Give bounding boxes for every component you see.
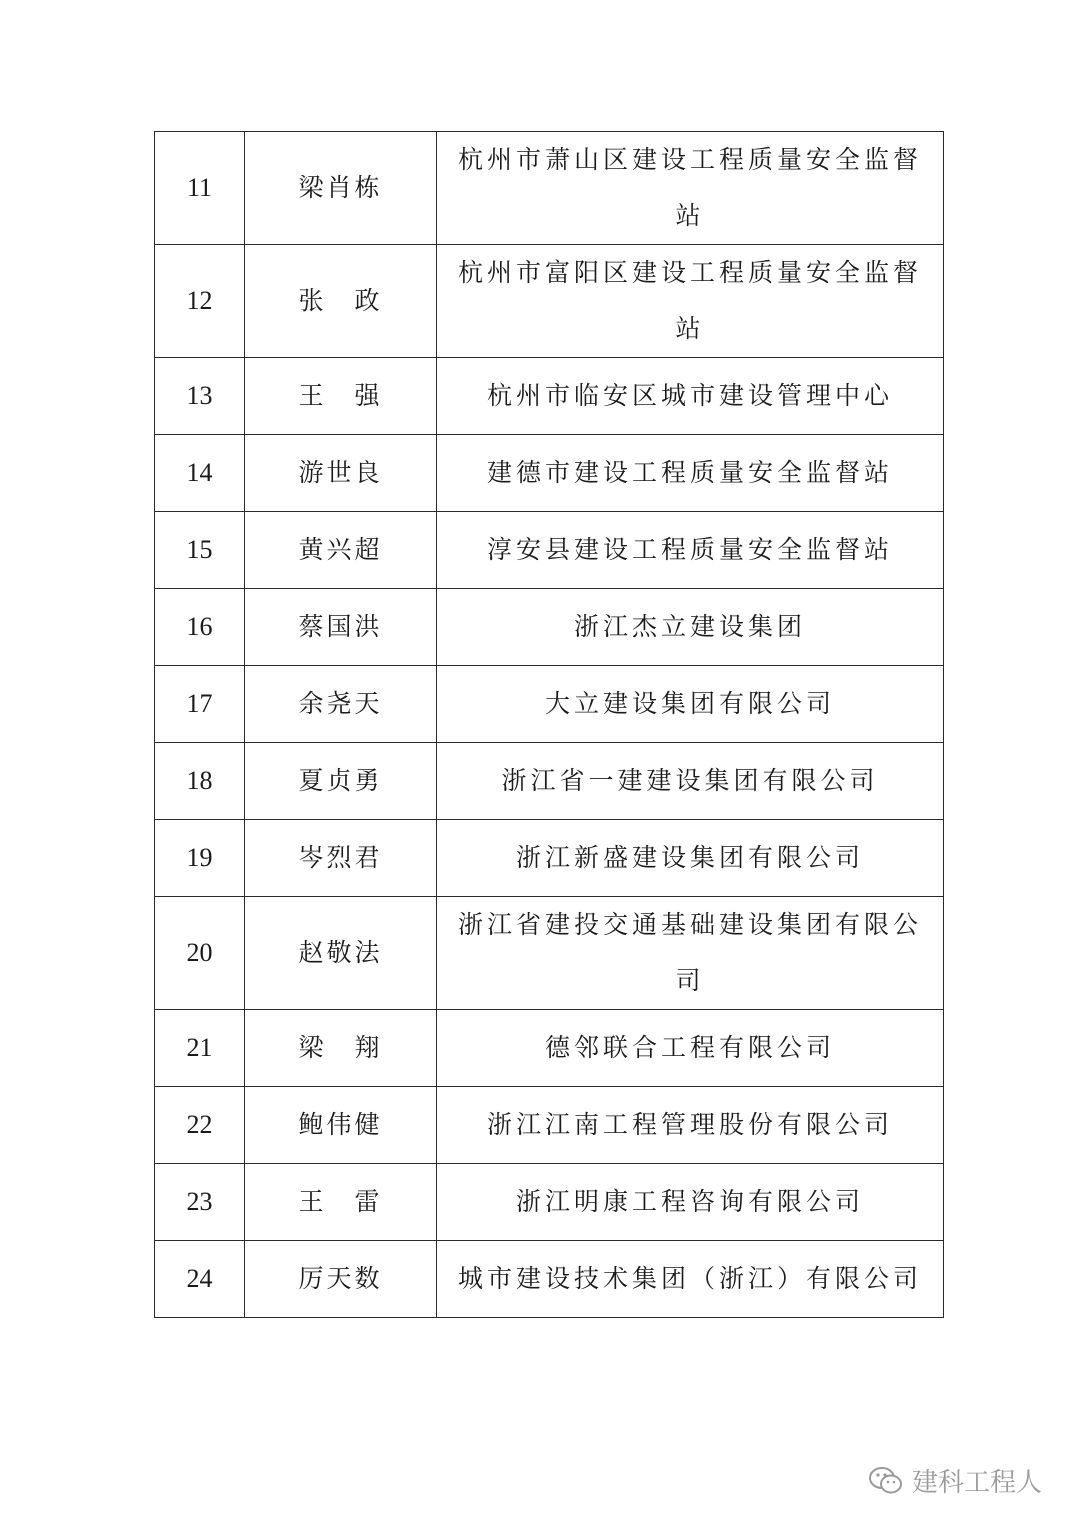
work-unit: 杭州市富阳区建设工程质量安全监督站 xyxy=(437,245,944,358)
table-row xyxy=(155,245,944,358)
row-number: 21 xyxy=(155,1010,245,1087)
work-unit: 建德市建设工程质量安全监督站 xyxy=(437,435,944,512)
work-unit: 大立建设集团有限公司 xyxy=(437,666,944,743)
table-row xyxy=(155,1241,944,1318)
work-unit: 德邻联合工程有限公司 xyxy=(437,1010,944,1087)
person-name: 王 强 xyxy=(245,358,437,435)
person-name: 王 雷 xyxy=(245,1164,437,1241)
row-number: 14 xyxy=(155,435,245,512)
work-unit: 浙江省建投交通基础建设集团有限公司 xyxy=(437,897,944,1010)
table-row xyxy=(155,820,944,897)
row-number: 23 xyxy=(155,1164,245,1241)
work-unit: 淳安县建设工程质量安全监督站 xyxy=(437,512,944,589)
person-name: 夏贞勇 xyxy=(245,743,437,820)
table-row xyxy=(155,358,944,435)
work-unit: 浙江省一建建设集团有限公司 xyxy=(437,743,944,820)
table-row xyxy=(155,435,944,512)
person-name: 黄兴超 xyxy=(245,512,437,589)
person-name: 岑烈君 xyxy=(245,820,437,897)
work-unit: 浙江江南工程管理股份有限公司 xyxy=(437,1087,944,1164)
work-unit: 杭州市临安区城市建设管理中心 xyxy=(437,358,944,435)
table-row xyxy=(155,1164,944,1241)
row-number: 22 xyxy=(155,1087,245,1164)
person-name: 鲍伟健 xyxy=(245,1087,437,1164)
person-name: 余尧天 xyxy=(245,666,437,743)
roster-table xyxy=(154,131,944,1318)
work-unit: 杭州市萧山区建设工程质量安全监督站 xyxy=(437,132,944,245)
work-unit: 城市建设技术集团（浙江）有限公司 xyxy=(437,1241,944,1318)
table-row xyxy=(155,897,944,1010)
work-unit: 浙江新盛建设集团有限公司 xyxy=(437,820,944,897)
row-number: 24 xyxy=(155,1241,245,1318)
row-number: 19 xyxy=(155,820,245,897)
row-number: 16 xyxy=(155,589,245,666)
row-number: 12 xyxy=(155,245,245,358)
table-row xyxy=(155,132,944,245)
roster-table-body xyxy=(155,132,944,1318)
row-number: 15 xyxy=(155,512,245,589)
table-row xyxy=(155,1087,944,1164)
person-name: 赵敬法 xyxy=(245,897,437,1010)
work-unit: 浙江杰立建设集团 xyxy=(437,589,944,666)
wechat-icon xyxy=(868,1466,904,1496)
person-name: 梁 翔 xyxy=(245,1010,437,1087)
row-number: 20 xyxy=(155,897,245,1010)
person-name: 厉天数 xyxy=(245,1241,437,1318)
row-number: 17 xyxy=(155,666,245,743)
row-number: 11 xyxy=(155,132,245,245)
table-row xyxy=(155,743,944,820)
person-name: 张 政 xyxy=(245,245,437,358)
watermark-text: 建科工程人 xyxy=(912,1468,1043,1498)
table-row xyxy=(155,1010,944,1087)
watermark xyxy=(868,1462,1042,1499)
work-unit: 浙江明康工程咨询有限公司 xyxy=(437,1164,944,1241)
person-name: 蔡国洪 xyxy=(245,589,437,666)
table-row xyxy=(155,512,944,589)
row-number: 18 xyxy=(155,743,245,820)
table-row xyxy=(155,666,944,743)
person-name: 游世良 xyxy=(245,435,437,512)
person-name: 梁肖栋 xyxy=(245,132,437,245)
table-row xyxy=(155,589,944,666)
row-number: 13 xyxy=(155,358,245,435)
